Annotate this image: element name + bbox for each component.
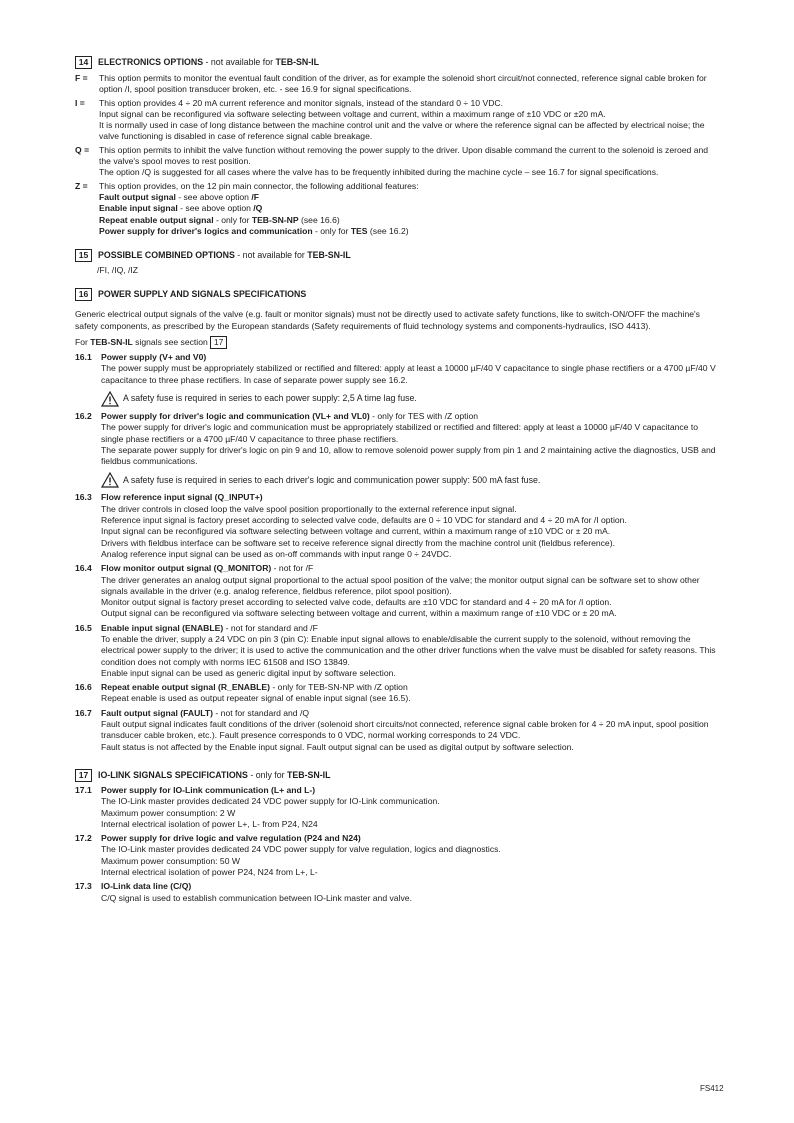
subsection-body: The driver controls in closed loop the valve spool position proportionally to the external reference input signal. Reference input signal is factory preset according to selected valve code, defaults are 0 ÷ 10 VDC for standard and 4 ÷ 20 mA for /I option. Input signal can be reconfigured via software selecting between voltage and current, within a maximum range of ±10 VDC or ± 20 mA. Drivers with fieldbus interface can be software set to receive reference signal directly from the machine control unit (fieldbus reference). Analog reference input signal can be used as on-off commands with input range 0 ÷ 24VDC. <box>101 503 627 559</box>
subsection-body: Repeat enable is used as output repeater signal of enable input signal (see 16.5). <box>101 693 411 704</box>
subsection-body: Fault output signal indicates fault conditions of the driver (solenoid short circuits/not connected, reference signal cable broken for 4 ÷ 20 mA input, spool position transducer cable broken, etc.). Fault presence corresponds to 0 VDC, normal working corresponds to 24 VDC. Fault status is not affected by the Enable input signal. Fault output signal can be used as digital output by software selection. <box>101 719 709 752</box>
subsection <box>75 881 720 904</box>
warning-icon <box>101 472 119 488</box>
section-16-ref: For TEB-SN-IL signals see section 17 <box>75 336 720 349</box>
z-item: Power supply for driver's logics and communication - only for TES (see 16.2) <box>99 225 409 236</box>
subsection <box>75 492 720 560</box>
subsection-heading: 16.6 Repeat enable output signal (R_ENABLE) - only for TEB-SN-NP with /Z option <box>75 682 408 693</box>
section-title: IO-LINK SIGNALS SPECIFICATIONS - only for TEB-SN-IL <box>98 769 331 780</box>
subsection <box>75 411 720 488</box>
subsection-heading: 16.1 Power supply (V+ and V0) <box>75 352 207 363</box>
section-16-subsections <box>75 352 720 753</box>
section-16-intro: Generic electrical output signals of the valve (e.g. fault or monitor signals) must not be directly used to activate safety functions, like to switch-ON/OFF the machine's safety components, as prescribed by the European standards (Safety requirements of fluid technology systems and components-hydraulics, ISO 4413). <box>75 309 700 331</box>
subsection-heading: 16.3 Flow reference input signal (Q_INPUT+) <box>75 492 263 503</box>
subsection-body: The power supply must be appropriately stabilized or rectified and filtered: apply at least a 10000 µF/40 V capacitance to single phase rectifiers or a 4700 µF/40 V capacitance to three phase rectifiers. In case of separate power supply see 16.2. <box>101 363 716 385</box>
subsection-body: The IO-Link master provides dedicated 24 VDC power supply for IO-Link communication. Maximum power consumption: 2 W Internal electrical isolation of power L+, L- from P24, N24 <box>101 796 440 829</box>
document-page <box>75 56 720 904</box>
subsection-body: To enable the driver, supply a 24 VDC on pin 3 (pin C): Enable input signal allows to enable/disable the current supply to the solenoid, without removing the electrical power supply to the driver; it is used to active the communication and the other driver functions when the valve must be disabled for safety reasons. This condition does not comply with norms IEC 61508 and ISO 13849. Enable input signal can be used as generic digital input by software selection. <box>101 633 716 678</box>
subsection-body: The driver generates an analog output signal proportional to the actual spool position of the valve; the monitor output signal can be software set to show other signals available in the driver (e.g. analog reference, fieldbus reference, pilot spool position). Monitor output signal is factory preset according to selected valve code, defaults are ±10 VDC for standard and 4 ÷ 20 mA for /I option. Output signal can be reconfigured via software selecting between voltage and current, within a maximum range of ±10 VDC or ± 20 mA. <box>101 574 700 619</box>
section-title: POSSIBLE COMBINED OPTIONS - not available for TEB-SN-IL <box>98 250 351 260</box>
subsection-body: The power supply for driver's logic and communication must be appropriately stabilized or rectified and filtered: apply at least a 10000 µF/40 V capacitance to single phase rectifiers or a 4700 µF/40 V capacitance to three phase rectifiers. The separate power supply for driver's logic on pin 9 and 10, allow to remove solenoid power supply from pin 1 and 2 maintaining active the diagnostics, USB and fieldbus communications. <box>101 422 716 467</box>
z-item: Fault output signal - see above option /F <box>99 191 259 202</box>
subsection-heading: 17.3 IO-Link data line (C/Q) <box>75 881 192 892</box>
warning-icon <box>101 391 119 407</box>
subsection <box>75 785 720 830</box>
z-item: Repeat enable output signal - only for TEB-SN-NP (see 16.6) <box>99 214 340 225</box>
subsection-heading: 16.4 Flow monitor output signal (Q_MONITOR) - not for /F <box>75 563 314 574</box>
subsection-body: The IO-Link master provides dedicated 24 VDC power supply for valve regulation, logics and diagnostics. Maximum power consumption: 50 W Internal electrical isolation of power P24, N24 from L+, L- <box>101 844 501 878</box>
section-14-options <box>75 73 720 237</box>
subsection-heading: 16.5 Enable input signal (ENABLE) - not for standard and /F <box>75 622 318 633</box>
section-number: 16 <box>75 288 92 301</box>
section-15-header <box>75 249 720 262</box>
safety-warning: A safety fuse is required in series to each driver's logic and communication power supply: 500 mA fast fuse. <box>101 472 720 488</box>
subsection <box>75 833 720 878</box>
option-f: F = This option permits to monitor the eventual fault condition of the driver, as for example the solenoid short circuit/not connected, reference signal cable broken for option /I, spool position transducer broken, etc. - see 16.9 for signal specifications. <box>75 73 707 95</box>
safety-warning: A safety fuse is required in series to each power supply: 2,5 A time lag fuse. <box>101 391 720 407</box>
option-z: Z = This option provides, on the 12 pin main connector, the following additional features: Fault output signal - see above option /F Enable input signal - see above option /Q Repeat enable output signal - only for TEB-SN-NP (see 16.6) Power supply for driver's logics and communication - only for TES (see 16.2) <box>75 181 720 237</box>
z-item: Enable input signal - see above option /Q <box>99 203 263 214</box>
option-i: I = This option provides 4 ÷ 20 mA current reference and monitor signals, instead of the standard 0 ÷ 10 VDC. Input signal can be reconfigured via software selecting between voltage and current, within a maximum range of ±10 VDC or ±20 mA. It is normally used in case of long distance between the machine control unit and the valve or where the reference signal can be affected by electrical noise; the valve functioning is disabled in case of reference signal cable breakage. <box>75 97 705 142</box>
section-17-header <box>75 769 720 782</box>
subsection <box>75 563 720 619</box>
section-16-header <box>75 288 720 301</box>
subsection <box>75 623 720 679</box>
section-number: 14 <box>75 56 92 69</box>
section-title: POWER SUPPLY AND SIGNALS SPECIFICATIONS <box>98 289 307 300</box>
section-number: 15 <box>75 249 92 262</box>
subsection <box>75 682 720 705</box>
subsection-heading: 17.2 Power supply for drive logic and valve regulation (P24 and N24) <box>75 833 361 844</box>
section-14-header <box>75 56 720 69</box>
combined-options: /FI, /IQ, /IZ <box>97 265 139 276</box>
subsection <box>75 352 720 407</box>
subsection-heading: 16.2 Power supply for driver's logic and communication (VL+ and VL0) - only for TES with /Z option <box>75 410 479 421</box>
section-title: ELECTRONICS OPTIONS - not available for TEB-SN-IL <box>98 56 319 67</box>
page-code: FS412 <box>700 1084 724 1093</box>
subsection-heading: 16.7 Fault output signal (FAULT) - not for standard and /Q <box>75 707 310 718</box>
option-q: Q = This option permits to inhibit the valve function without removing the power supply to the driver. Upon disable command the current to the solenoid is zeroed and the valve's spool moves to rest position. The option /Q is suggested for all cases where the valve has to be frequently inhibited during the machine cycle – see 16.7 for signal specifications. <box>75 144 709 178</box>
section-17-subsections <box>75 785 720 904</box>
subsection-heading: 17.1 Power supply for IO-Link communication (L+ and L-) <box>75 784 316 795</box>
section-number: 17 <box>75 769 92 782</box>
subsection-body: C/Q signal is used to establish communication between IO-Link master and valve. <box>101 892 412 903</box>
subsection <box>75 708 720 753</box>
